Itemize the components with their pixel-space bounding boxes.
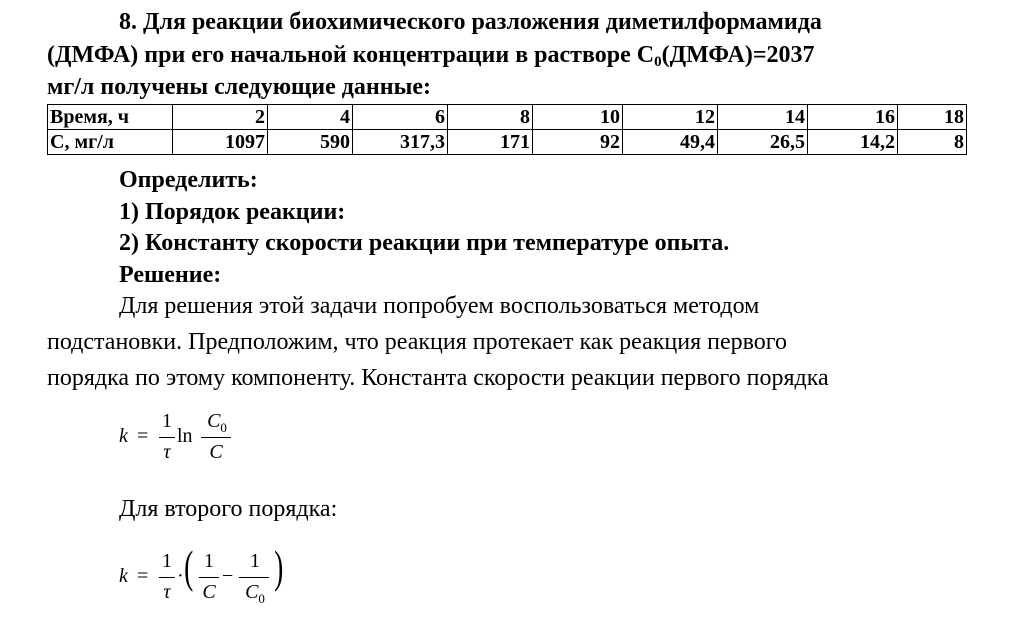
body-paragraph-line3: порядка по этому компоненту. Константа скорости реакции первого порядка: [47, 365, 829, 391]
first-order-formula: [115, 408, 255, 470]
formula2-c0-subscript: 0: [258, 591, 265, 606]
formula2-c0-letter: C: [245, 581, 259, 603]
formula2-minus: −: [222, 565, 234, 587]
data-table: [47, 104, 967, 155]
table-cell: 10: [533, 105, 623, 130]
formula2-k: k: [119, 565, 128, 587]
formula2-fraction-bar-b: [199, 577, 219, 578]
second-order-intro: Для второго порядка:: [119, 496, 338, 522]
table-cell: 171: [448, 130, 533, 155]
table-cell: 12: [623, 105, 718, 130]
second-order-formula: [115, 541, 305, 616]
formula2-fraction-bar: [159, 577, 175, 578]
solution-heading: Решение:: [119, 262, 222, 288]
body-paragraph-line1: Для решения этой задачи попробуем воспользоваться методом: [119, 293, 760, 319]
determine-heading: Определить:: [119, 167, 258, 193]
table-cell: 92: [533, 130, 623, 155]
table-cell: 4: [268, 105, 353, 130]
problem-title-line2: [47, 41, 815, 72]
row-header-time: Время, ч: [48, 105, 173, 130]
formula2-c: C: [202, 581, 216, 603]
formula2-c0: [239, 581, 271, 604]
task-item-1: 1) Порядок реакции:: [119, 199, 346, 225]
table-cell: 8: [448, 105, 533, 130]
problem-title-line1: 8. Для реакции биохимического разложения диметилформамида: [119, 9, 822, 35]
formula2-dot: ·: [177, 565, 184, 587]
table-cell: 590: [268, 130, 353, 155]
formula2-numerator-b: 1: [204, 550, 214, 572]
table-cell: 1097: [173, 130, 268, 155]
table-cell: 2: [173, 105, 268, 130]
table-cell: 317,3: [353, 130, 448, 155]
formula1-numerator-1: 1: [162, 410, 172, 432]
table-row-time: [48, 105, 967, 130]
problem-line2-end: (ДМФА)=2037: [661, 42, 815, 68]
formula1-k: k: [119, 425, 128, 447]
right-parenthesis: ): [274, 541, 284, 592]
table-cell: 8: [898, 130, 967, 155]
formula1-tau: τ: [163, 441, 171, 463]
body-paragraph-line2: подстановки. Предположим, что реакция протекает как реакция первого: [47, 329, 788, 355]
table-cell: 6: [353, 105, 448, 130]
table-row-concentration: [48, 130, 967, 155]
formula1-c0-subscript: 0: [220, 420, 227, 435]
c0-subscript: 0: [654, 54, 662, 70]
formula1-c: C: [209, 441, 223, 463]
table-cell: 16: [808, 105, 898, 130]
table-cell: 26,5: [718, 130, 808, 155]
problem-title-line3: мг/л получены следующие данные:: [47, 74, 431, 100]
table-cell: 49,4: [623, 130, 718, 155]
formula2-numerator-c: 1: [250, 550, 260, 572]
task-item-2: 2) Константу скорости реакции при температуре опыта.: [119, 230, 730, 256]
formula1-ln: ln: [177, 425, 193, 447]
table-cell: 18: [898, 105, 967, 130]
formula1-fraction-bar-2: [201, 437, 231, 438]
formula2-fraction-bar-c: [239, 577, 269, 578]
table-cell: 14,2: [808, 130, 898, 155]
formula2-equals: =: [137, 565, 149, 587]
table-cell: 14: [718, 105, 808, 130]
problem-line2-text: (ДМФА) при его начальной концентрации в растворе С: [47, 42, 655, 68]
formula2-numerator-1: 1: [162, 550, 172, 572]
formula1-fraction-bar: [159, 437, 175, 438]
formula2-tau: τ: [163, 581, 171, 603]
formula1-equals: =: [137, 425, 149, 447]
row-header-concentration: С, мг/л: [48, 130, 173, 155]
formula1-c0-letter: C: [207, 410, 221, 432]
formula1-c0: [201, 410, 233, 433]
left-parenthesis: (: [184, 541, 194, 592]
